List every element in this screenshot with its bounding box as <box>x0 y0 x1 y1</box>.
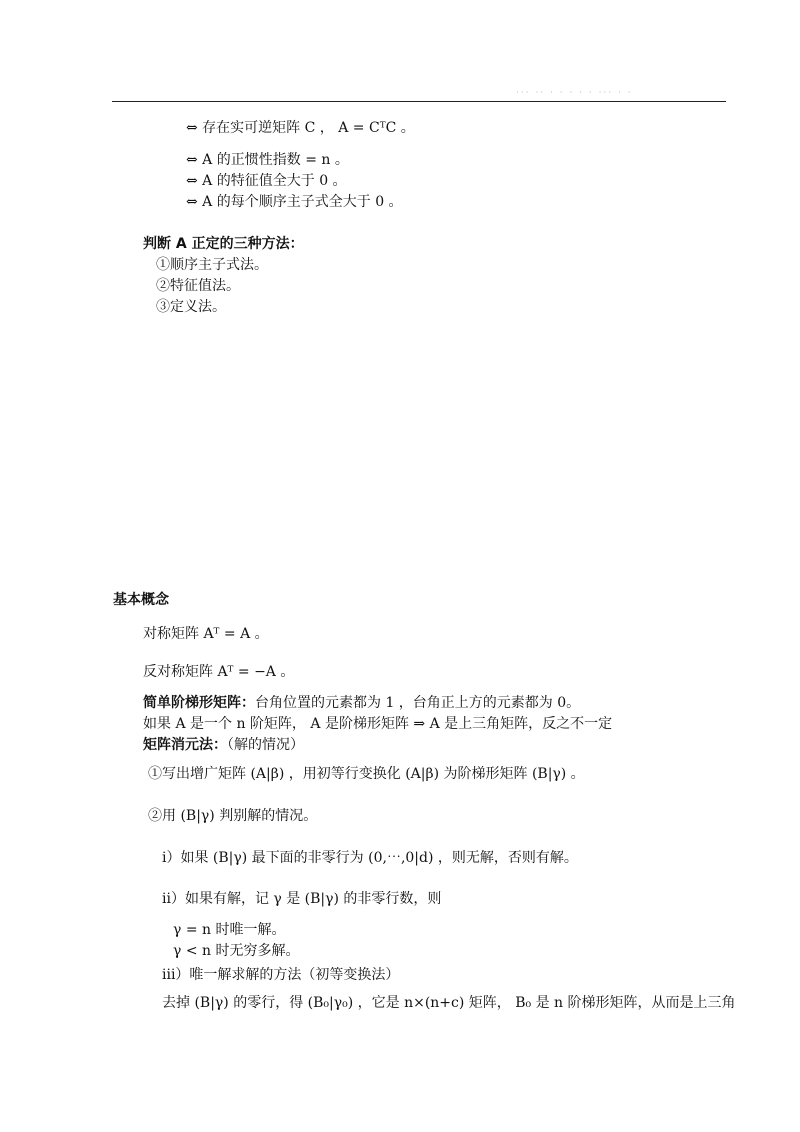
method-item-3: ③定义法。 <box>156 299 226 315</box>
equivalence-line-4: ⇔ A 的每个顺序主子式全大于 0 。 <box>186 194 403 210</box>
elimination-heading-line <box>143 735 304 755</box>
step-2-line: ②用 (B|γ) 判别解的情况。 <box>148 808 318 824</box>
echelon-label: 简单阶梯形矩阵： <box>143 695 255 711</box>
case-2-line: ii）如果有解，记 γ 是 (B|γ) 的非零行数，则 <box>162 891 442 907</box>
header-rule <box>112 101 726 102</box>
antisymmetric-matrix-line: 反对称矩阵 Aᵀ = −A 。 <box>143 664 295 680</box>
methods-heading: 判断 A 正定的三种方法： <box>143 236 304 252</box>
echelon-text: 台角位置的元素都为 1 ，台角正上方的元素都为 0。 <box>255 695 581 711</box>
case-3-line: iii）唯一解求解的方法（初等变换法） <box>162 967 400 983</box>
header-faint-text: ··· ·· · · · · · ··· · · <box>516 88 633 98</box>
echelon-definition-line <box>143 693 580 713</box>
case-2-infinite-line: γ < n 时无穷多解。 <box>173 943 300 959</box>
step-1-line: ①写出增广矩阵 (A|β) ，用初等行变换化 (A|β) 为阶梯形矩阵 (B|γ) 。 <box>148 766 585 782</box>
method-item-2: ②特征值法。 <box>156 278 240 294</box>
symmetric-matrix-line: 对称矩阵 Aᵀ = A 。 <box>143 626 269 642</box>
elimination-label: 矩阵消元法： <box>143 737 227 753</box>
echelon-note-line: 如果 A 是一个 n 阶矩阵， A 是阶梯形矩阵 ⇒ A 是上三角矩阵，反之不一定 <box>143 716 613 732</box>
elimination-text: （解的情况） <box>227 737 304 753</box>
basic-concepts-heading: 基本概念 <box>113 592 169 608</box>
equivalence-line-2: ⇔ A 的正惯性指数 = n 。 <box>186 152 349 168</box>
case-3-text-line: 去掉 (B|γ) 的零行，得 (B₀|γ₀) ，它是 n×(n+c) 矩阵， B₀ 是 n 阶梯形矩阵，从而是上三角 <box>162 995 736 1011</box>
case-2-unique-line: γ = n 时唯一解。 <box>173 922 286 938</box>
case-1-line: i）如果 (B|γ) 最下面的非零行为 (0,⋯,0|d) ，则无解，否则有解。 <box>162 850 578 866</box>
method-item-1: ①顺序主子式法。 <box>156 257 268 273</box>
equivalence-line-1: ⇔ 存在实可逆矩阵 C ， A = CᵀC 。 <box>186 120 415 136</box>
equivalence-line-3: ⇔ A 的特征值全大于 0 。 <box>186 173 347 189</box>
